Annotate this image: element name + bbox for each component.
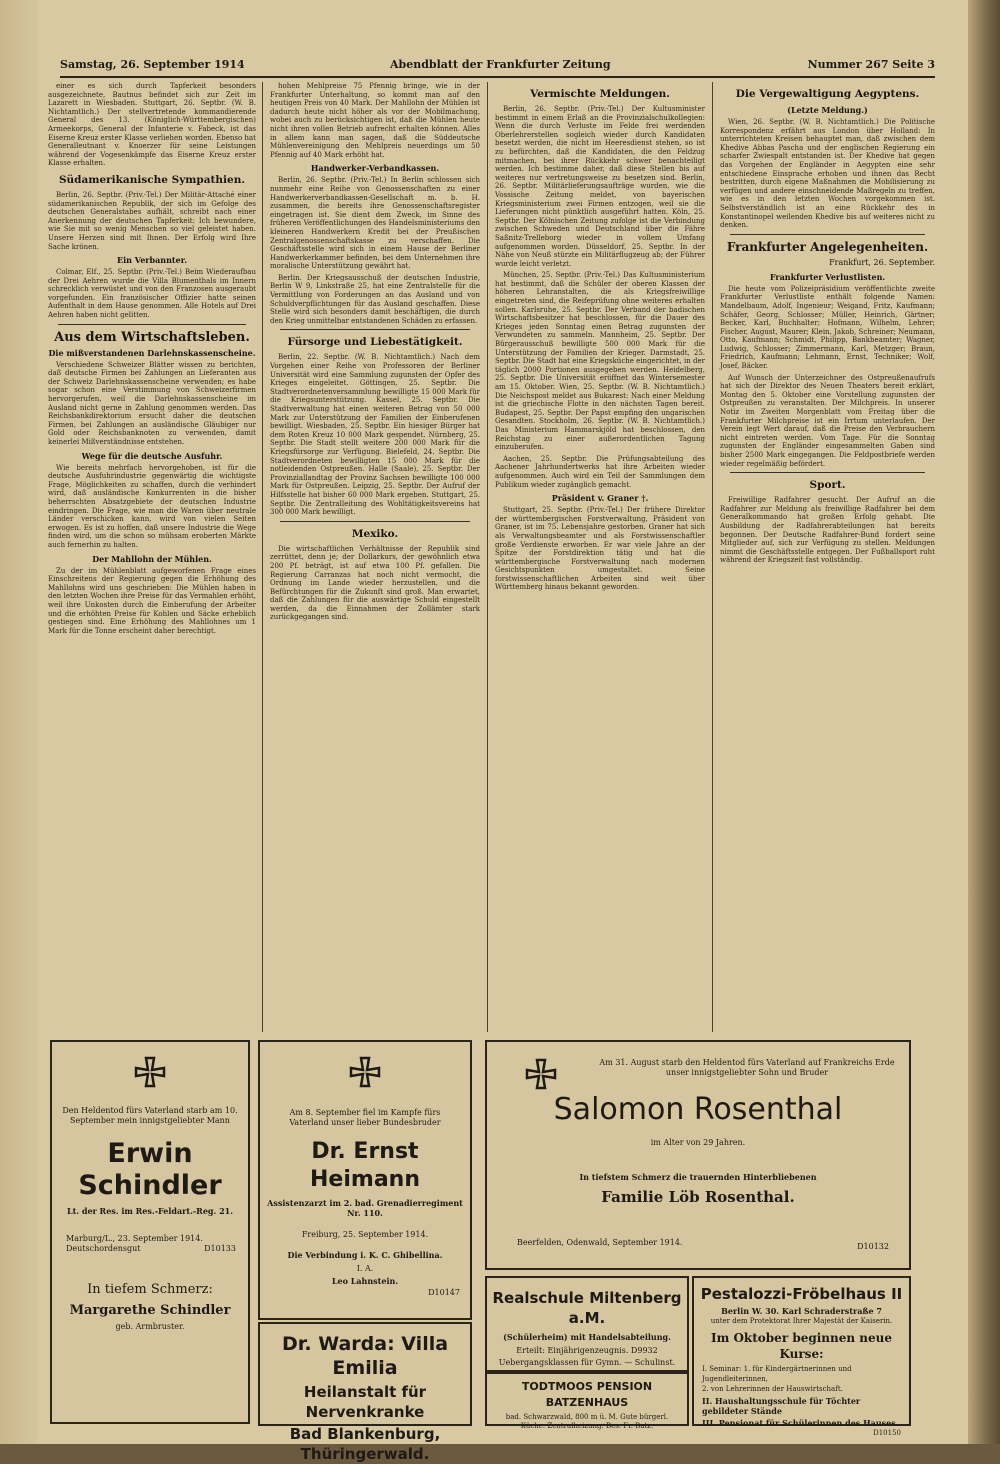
ad-subtitle: Heilanstalt für Nervenkranke <box>303 1383 427 1421</box>
obituary-name: Erwin Schindler <box>78 1138 222 1201</box>
article-text: Berlin, 26. Septbr. (Priv.-Tel.) In Berlin schlossen sich nunmehr eine Reihe von Genossenschaften zu einer Handwerkerverbandkassen-Gesellschaft m. b. H. zusammen, die bereits ihre Genossenschaftsregister eingetragen ist. Sie dient dem Zweck, im Sinne des früheren Veröffentlichungen des Handelsministeriums den kleineren Handwerkern Kredit bei der Preußischen Zentralgenossenschaftskasse zu verschaffen. Die Geschäftsstelle wird sich in einem Hause der Berliner Handwerkerkammer befinden, bei dem Unternehmen ihre moralische Unterstützung gewährt hat. <box>270 176 480 271</box>
obituary-signer-maiden: geb. Armbruster. <box>115 1322 185 1331</box>
article-text: Berlin. Der Kriegsausschuß der deutschen Industrie, Berlin W 9, Linkstraße 25, hat eine Zentralstelle für die Vermittlung von Forderungen an das Ausland und von Schuldverpflichtungen für das Ausland geschaffen. Diese Stelle wird sich besonders damit beschäftigen, die durch den Krieg unmittelbar entstandenen Schäden zu erfassen. <box>270 273 480 325</box>
column-divider <box>487 82 488 1032</box>
column-1 <box>48 82 256 1027</box>
obituary-age: im Alter von 29 Jahren. <box>650 1138 746 1147</box>
ad-villa-emilia <box>258 1322 472 1463</box>
ad-course: II. Haushaltungsschule für Töchter gebildeter Stände <box>702 1396 861 1416</box>
divider <box>280 521 470 522</box>
column-divider <box>262 82 263 1032</box>
article-text: einer es sich durch Tapferkeit besonders ausgezeichnete, Bautnus befindet sich zur Zeit im Lazarett in Wiesbaden. Stuttgart, 26. Septbr. (W. B. Nichtamtlich.) Der stellvertretende kommandierende General des 13. (Königlich-Württembergischen) Armeekorps, General der Infanterie v. Fabeck, ist das Eiserne Kreuz erster Klasse verliehen worden. Ebenso hat Generalleutnant v. Knoerzer für seine Leistungen während der Vogesenkämpfe das Eiserne Kreuz erster Klasse erhalten. <box>48 82 256 168</box>
obituary-ia: I. A. <box>356 1264 374 1273</box>
headline: Vermischte Meldungen. <box>530 88 670 100</box>
article-text: Stuttgart, 25. Septbr. (Priv.-Tel.) Der frühere Direktor der württembergischen Forstverwaltung, Präsident von Graner, ist im 75. Lebensjahre gestorben. Graner hat sich als Verwaltungsbeamter und als Forstwissenschaftler große Verdienste erworben. Er war viele Jahre an der Spitze der Forstdirektion tätig und hat die württembergische Forstverwaltung nach modernen Gesichtspunkten umgestaltet. Seine forstwissenschaftlichen Arbeiten sind weit über Württemberg hinaus bekannt geworden. <box>495 506 705 592</box>
ad-title: TODTMOOS PENSION BATZENHAUS <box>521 1380 653 1409</box>
obituary-grief-line: In tiefstem Schmerz die trauernden Hinterbliebenen <box>579 1172 817 1182</box>
article-text: Berlin, 26. Septbr. (Priv.-Tel.) Der Militär-Attaché einer südamerikanischen Republik, der sich im Gefolge des deutschen Generalstabes aufhält, schreibt nach einer Anerkennung der deutschen Tapferkeit: Ich bewundere, wie Sie mit so wenig Menschen so viel geleistet haben. Unsere Herzen sind mit Ihnen. Der Erfolg wird Ihre Sache krönen. <box>48 190 256 251</box>
subheadline: Wege für die deutsche Ausfuhr. <box>81 450 223 461</box>
obituary-intro: Am 8. September fiel im Kampfe fürs Vaterland unser lieber Bundesbruder <box>289 1108 441 1127</box>
header-paper-title: Abendblatt der Frankfurter Zeitung <box>390 58 611 71</box>
article-text: Aachen, 25. Septbr. Die Prüfungsabteilung des Aachener Jahrhundertwerks hat ihre Arbeiten wieder aufgenommen. Auch wird ein Teil der Sammlungen dem Publikum wieder zugänglich gemacht. <box>495 454 705 489</box>
subheadline: Präsident v. Graner †. <box>551 493 649 504</box>
article-text: Freiwillige Radfahrer gesucht. Der Aufruf an die Radfahrer zur Meldung als freiwillige Radfahrer bei dem Generalkommando hat großen Erfolg gehabt. Die Ausbildung der Radfahrerabteilungen hat bereits begonnen. Der Deutsche Radfahrer-Bund fordert seine Mitglieder auf, sich zur Verfügung zu stellen. Meldungen nimmt die Geschäftsstelle entgegen. Der Fußballsport ruht während der Kriegszeit fast vollständig. <box>720 496 935 565</box>
subheadline: (Letzte Meldung.) <box>787 105 868 115</box>
divider <box>280 329 470 330</box>
subheadline: Ein Verbannter. <box>117 255 187 266</box>
ad-code: D10150 <box>873 1429 901 1437</box>
subheadline: Die mißverstandenen Darlehnskassenscheine. <box>48 347 256 358</box>
ad-code: D10133 <box>204 1244 236 1253</box>
ad-line: bad. Schwarzwald, 800 m ü. M. Gute bürgerl. Küche. Zentralheizung. Bes. Fr. Batz. <box>505 1413 669 1430</box>
ad-address-detail: unter dem Protektorat Ihrer Majestät der Kaiserin. <box>710 1317 893 1325</box>
headline: Sport. <box>809 479 846 492</box>
ad-title: Dr. Warda: Villa Emilia <box>281 1333 449 1379</box>
article-text: Auf Wunsch der Unterzeichner des Ostpreußenaufrufs hat sich der Direktor des Neuen Theaters bereit erklärt, Montag den 5. Oktober eine Vorstellung zugunsten der Ostpreußen zu veranstalten. Der Milchpreis. In unserer Notiz im Zweiten Morgenblatt vom Freitag über die Frankfurter Milchpreise ist ein Irrtum unterlaufen. Der Verein legt Wert darauf, daß die Preise den Verbrauchern nicht eintreten werden. Vom Tage. Für die Sonntag zugunsten der Engländer eingesammelten Gaben sind bisher 2500 Mark eingegangen. Die Feldpostbriefe werden wieder regelmäßig befördert. <box>720 373 935 468</box>
ad-todtmoos <box>485 1372 689 1430</box>
divider <box>730 234 925 235</box>
iron-cross-icon <box>345 1056 385 1096</box>
ad-code: D10147 <box>428 1288 460 1297</box>
headline: Fürsorge und Liebestätigkeit. <box>287 336 463 349</box>
obituary-schindler <box>50 1040 250 1424</box>
ad-realschule-miltenberg <box>485 1276 689 1372</box>
ad-line: Uebergangsklassen für Gymn. — Schulinst. <box>498 1358 676 1367</box>
column-divider <box>712 82 713 1032</box>
article-text: hohen Mehlpreise 75 Pfennig bringe, wie in der Frankfurter Unterhaltung, so kommt man auf den heutigen Preis von 40 Mark. Der Mahllohn der Mühlen ist dadurch heute nicht höher als vor der Mobilmachung, wobei auch zu berücksichtigen ist, daß die Mühlen heute nicht ihren vollen Betrieb aufrecht erhalten können. Alles in allem kann man sagen, daß die Süddeutsche Mühlenvereinigung den Mehlpreis neuerdings um 50 Pfennig auf 40 Mark erhöht hat. <box>270 82 480 159</box>
page-header <box>60 56 935 78</box>
article-text: Berlin, 26. Septbr. (Priv.-Tel.) Der Kultusminister bestimmt in einem Erlaß an die Provinzialschulkollegien: Wenn die durch Verluste im Felde frei werdenden Oberlehrerstellen sogleich wieder durch Kandidaten besetzt werden, die nicht im Heeresdienst stehen, so ist zu befürchten, daß die Kandidaten, die den Feldzug mitmachen, bei ihrer Rückkehr schwer benachteiligt werden. Ich bestimme daher, daß diese Stellen bis auf weiteres nur vertretungsweise zu besetzen sind. Berlin, 26. Septbr. Militärlieferungsaufträge wurden, wie die Vossische Zeitung meldet, von bayerischen Kriegsministerium zwei Firmen entzogen, weil sie die Lieferungen nicht pünktlich ausgeführt hatten. Köln, 25. Septbr. Der Kölnischen Zeitung zufolge ist die Verbindung zwischen Schweden und Deutschland über die Fähre Saßnitz-Trelleborg wieder in vollem Umfang aufgenommen worden. Düsseldorf, 25. Septbr. In der Nähe von Neuß stürzte ein Militärflugzeug ab; der Führer wurde leicht verletzt. <box>495 105 705 268</box>
divider <box>58 324 246 325</box>
obituary-intro: Den Heldentod fürs Vaterland starb am 10. September mein innigstgeliebter Mann <box>62 1106 238 1125</box>
headline: Mexiko. <box>351 527 399 540</box>
obituary-rosenthal <box>485 1040 911 1270</box>
headline: Die Vergewaltigung Aegyptens. <box>735 88 920 100</box>
obituary-rank: Lt. der Res. im Res.-Feldart.-Reg. 21. <box>66 1206 233 1216</box>
obituary-place-detail: Deutschordensgut <box>66 1244 141 1253</box>
right-page-edge <box>968 0 1000 1444</box>
obituary-place: Freiburg, 25. September 1914. <box>301 1230 429 1239</box>
ad-title: Pestalozzi-Fröbelhaus II <box>700 1285 903 1303</box>
obituary-place: Marburg/L., 23. September 1914. <box>66 1234 203 1243</box>
article-text: Die wirtschaftlichen Verhältnisse der Republik sind zerrüttet, denn je; der Dollarkurs, der gewöhnlich etwa 200 Pf. beträgt, ist auf etwa 100 Pf. gefallen. Die Regierung Carranzas hat noch nicht vermocht, die Ordnung im Lande wieder herzustellen, und die Befürchtungen für die Zukunft sind groß. Man erwartet, daß die Zahlungen für die auswärtige Schuld eingestellt werden, da die Einnahmen der Zollämter stark zurückgegangen sind. <box>270 544 480 622</box>
ad-address: Berlin W. 30. Karl Schraderstraße 7 <box>721 1306 882 1316</box>
article-text: Wie bereits mehrfach hervorgehoben, ist für die deutsche Ausfuhrindustrie gegenwärtig die wichtigste Frage, Möglichkeiten zu schaffen, durch die verhindert wird, daß ausländische Konkurrenten in die bisher beherrschten Absatzgebiete der deutschen Industrie eindringen. Die Frage, wie man die Waren über neutrale Länder verschicken kann, wird von vielen Seiten erwogen. Es ist zu hoffen, daß unsere Industrie die Wege finden wird, um die schon so mühsam eroberten Märkte auch fernerhin zu halten. <box>48 463 256 549</box>
article-text: Colmar, Elf., 25. Septbr. (Priv.-Tel.) Beim Wiederaufbau der Drei Aehren wurde die Villa Blumenthals im Innern schrecklich verwüstet und von den Franzosen ausgeraubt vorgefunden. Ein französischer Offizier hatte seinen Aufenthalt in dem Hause genommen. Alle Hotels auf Drei Aehren haben nicht gelitten. <box>48 268 256 320</box>
subheadline: Frankfurter Verlustlisten. <box>769 271 886 282</box>
article-text: Verschiedene Schweizer Blätter wissen zu berichten, daß deutsche Firmen bei Zahlungen an Lieferanten aus der Schweiz Darlehnskassenscheine verwenden; es habe sogar schon eine Verstimmung von Schweizerfirmen hervorgerufen, weil die Darlehnskassenscheine im Ausland nicht gerne in Zahlung genommen werden. Das Reichsbankdirektorium ersucht daher die deutschen Firmen, bei Zahlungen an ausländische Gläubiger nur Gold oder Reichsbanknoten zu verwenden, damit keinerlei Mißverständnisse entstehen. <box>48 360 256 446</box>
article-text: Wien, 26. Septbr. (W. B. Nichtamtlich.) Die Politische Korrespondenz erfährt aus London über Holland: In unterrichteten Kreisen behauptet man, daß zwischen dem Khedive Abbas Pascha und der englischen Regierung ein scharfer Zwiespalt entstanden ist. Der Khedive hat gegen das Vorgehen der Engländer in Aegypten eine sehr entschiedene Einsprache erhoben und ihnen das Recht bestritten, durch eigene Maßnahmen die Mobilisierung zu verfügen und andere einschneidende Maßregeln zu treffen, wie es in den letzten Wochen vorgekommen ist. Selbstverständlich ist an eine Rückkehr des in Konstantinopel weilenden Khedive bis auf weiteres nicht zu denken. <box>720 118 935 230</box>
divider <box>730 472 925 473</box>
ad-course: 2. von Lehrerinnen der Hauswirtschaft. <box>702 1385 843 1393</box>
obituary-rank: Assistenzarzt im 2. bad. Grenadierregiment Nr. 110. <box>267 1198 463 1218</box>
column-2 <box>270 82 480 1027</box>
ad-pestalozzi-froebelhaus <box>692 1276 911 1437</box>
obituary-signer: Margarethe Schindler <box>69 1303 231 1318</box>
left-page-edge <box>0 0 38 1444</box>
ad-subtitle: Im Oktober beginnen neue Kurse: <box>710 1331 892 1361</box>
obituary-place: Beerfelden, Odenwald, September 1914. <box>517 1238 683 1247</box>
ad-place: Bad Blankenburg, Thüringerwald. <box>289 1425 441 1463</box>
article-text: Zu der im Mühlenblatt aufgeworfenen Frage eines Einschreitens der Regierung gegen die Erhöhung des Mahllohns wird uns geschrieben: Die Mühlen haben in den letzten Wochen ihre Preise für das Vermahlen erhöht, weil ihre Unkosten durch die Einberufung der Arbeiter und die erhöhten Preise für Kohlen und Säcke erheblich gestiegen sind. Eine Erhöhung des Mahllohnes um 1 Mark für die Tonne erscheint daher berechtigt. <box>48 566 256 635</box>
ad-course: III. Pensionat für Schülerinnen des Hauses. <box>702 1418 899 1428</box>
article-text: Berlin, 22. Septbr. (W. B. Nichtamtlich.) Nach dem Vorgehen einer Reihe von Professoren der Berliner Universität wird eine Sammlung zugunsten der Opfer des Krieges eingeleitet. Göttingen, 25. Septbr. Die Stadtverordnetenversammlung bewilligte 15 000 Mark für die Kriegsunterstützung. Kassel, 25. Septbr. Die Stadtverwaltung hat einen weiteren Betrag von 50 000 Mark zur Unterstützung der Familien der Einberufenen bewilligt. Wiesbaden, 25. Septbr. Ein hiesiger Bürger hat dem Roten Kreuz 10 000 Mark gespendet. Nürnberg, 25. Septbr. Die Stadt stellt weitere 200 000 Mark für die Kriegsfürsorge zur Verfügung. Bielefeld, 24. Septbr. Die Stadtverordneten bewilligten 15 000 Mark für die notleidenden Ostpreußen. Halle (Saale), 25. Septbr. Der Provinziallandtag der Provinz Sachsen bewilligte 100 000 Mark für Ostpreußen. Leipzig, 25. Septbr. Der Aufruf der Hilfsstelle hat bisher 60 000 Mark ergeben. Stuttgart, 25. Septbr. Die Zentralleitung des Wohltätigkeitsvereins hat 300 000 Mark bewilligt. <box>270 353 480 517</box>
subheadline: Handwerker-Verbandkassen. <box>310 163 440 174</box>
obituary-name: Dr. Ernst Heimann <box>310 1139 420 1192</box>
column-4 <box>720 82 935 1027</box>
article-text: Die heute vom Polizeipräsidium veröffentlichte zweite Frankfurter Verlustliste enthält folgende Namen: Mandelbaum, Adolf, Ingenieur; Weigand, Fritz, Kaufmann; Schäfer, Georg, Schlosser; Müller, Heinrich, Gärtner; Becker, Karl, Buchhalter; Hofmann, Wilhelm, Lehrer; Fischer, August, Maurer; Klein, Jakob, Schreiner; Neumann, Otto, Kaufmann; Schmidt, Philipp, Bankbeamter; Wagner, Ludwig, Schlosser; Zimmermann, Karl, Metzger; Braun, Friedrich, Kaufmann; Lehmann, Ernst, Techniker; Wolf, Josef, Bäcker. <box>720 284 935 371</box>
dateline: Frankfurt, 26. September. <box>829 257 935 267</box>
obituary-intro: Am 31. August starb den Heldentod fürs Vaterland auf Frankreichs Erde unser innigstgeliebter Sohn und Bruder <box>599 1058 895 1077</box>
column-3 <box>495 82 705 1027</box>
header-date: Samstag, 26. September 1914 <box>60 58 245 71</box>
section-headline: Aus dem Wirtschaftsleben. <box>54 329 250 345</box>
obituary-heimann <box>258 1040 472 1320</box>
subheadline: Der Mahllohn der Mühlen. <box>92 553 212 564</box>
ad-code: D10132 <box>857 1242 889 1251</box>
obituary-association: Die Verbindung i. K. C. Ghibellina. <box>287 1250 443 1260</box>
section-headline: Frankfurter Angelegenheiten. <box>726 239 929 254</box>
article-text: München, 25. Septbr. (Priv.-Tel.) Das Kultusministerium hat bestimmt, daß die Schüler der oberen Klassen der höheren Lehranstalten, die als Kriegsfreiwillige eingetreten sind, die Reifeprüfung ohne weiteres erhalten sollen. Karlsruhe, 25. Septbr. Der Verband der badischen Wirtschaftsbesitzer hat beschlossen, für die Dauer des Krieges jeden Sonntag einen Betrag zugunsten der Verwundeten zu sammeln. Mannheim, 25. Septbr. Der Bürgerausschuß bewilligte 500 000 Mark für die Unterstützung der Familien der Krieger. Darmstadt, 25. Septbr. Die Stadt hat eine Kriegsküche eingerichtet, in der täglich 2000 Portionen ausgegeben werden. Heidelberg, 25. Septbr. Die Universität eröffnet das Wintersemester am 15. Oktober. Wien, 25. Septbr. (W. B. Nichtamtlich.) Die Neichspost meldet aus Bukarest: Nach einer Meldung ist die griechische Flotte in den nächsten Tagen bereit. Budapest, 25. Septbr. Der Papst empfing den ungarischen Gesandten. Stockholm, 26. Septbr. (W. B. Nichtamtlich.) Das Ministerium Hammarskjöld hat beschlossen, den Reichstag zu einer außerordentlichen Tagung einzuberufen. <box>495 271 705 452</box>
ad-course: I. Seminar: 1. für Kindergärtnerinnen und Jugendleiterinnen, <box>702 1365 852 1383</box>
ad-line: Erteilt: Einjährigenzeugnis. D9932 <box>516 1346 658 1355</box>
headline: Südamerikanische Sympathien. <box>58 173 246 186</box>
obituary-signer: Leo Lahnstein. <box>331 1276 399 1286</box>
obituary-grief-line: In tiefem Schmerz: <box>87 1282 213 1297</box>
ad-subtitle: (Schülerheim) mit Handelsabteilung. <box>503 1332 671 1342</box>
iron-cross-icon <box>130 1056 170 1096</box>
obituary-name: Salomon Rosenthal <box>553 1092 843 1127</box>
header-page-number: Nummer 267 Seite 3 <box>807 58 935 71</box>
obituary-family: Familie Löb Rosenthal. <box>601 1188 795 1206</box>
ad-title: Realschule Miltenberg a.M. <box>492 1289 682 1327</box>
